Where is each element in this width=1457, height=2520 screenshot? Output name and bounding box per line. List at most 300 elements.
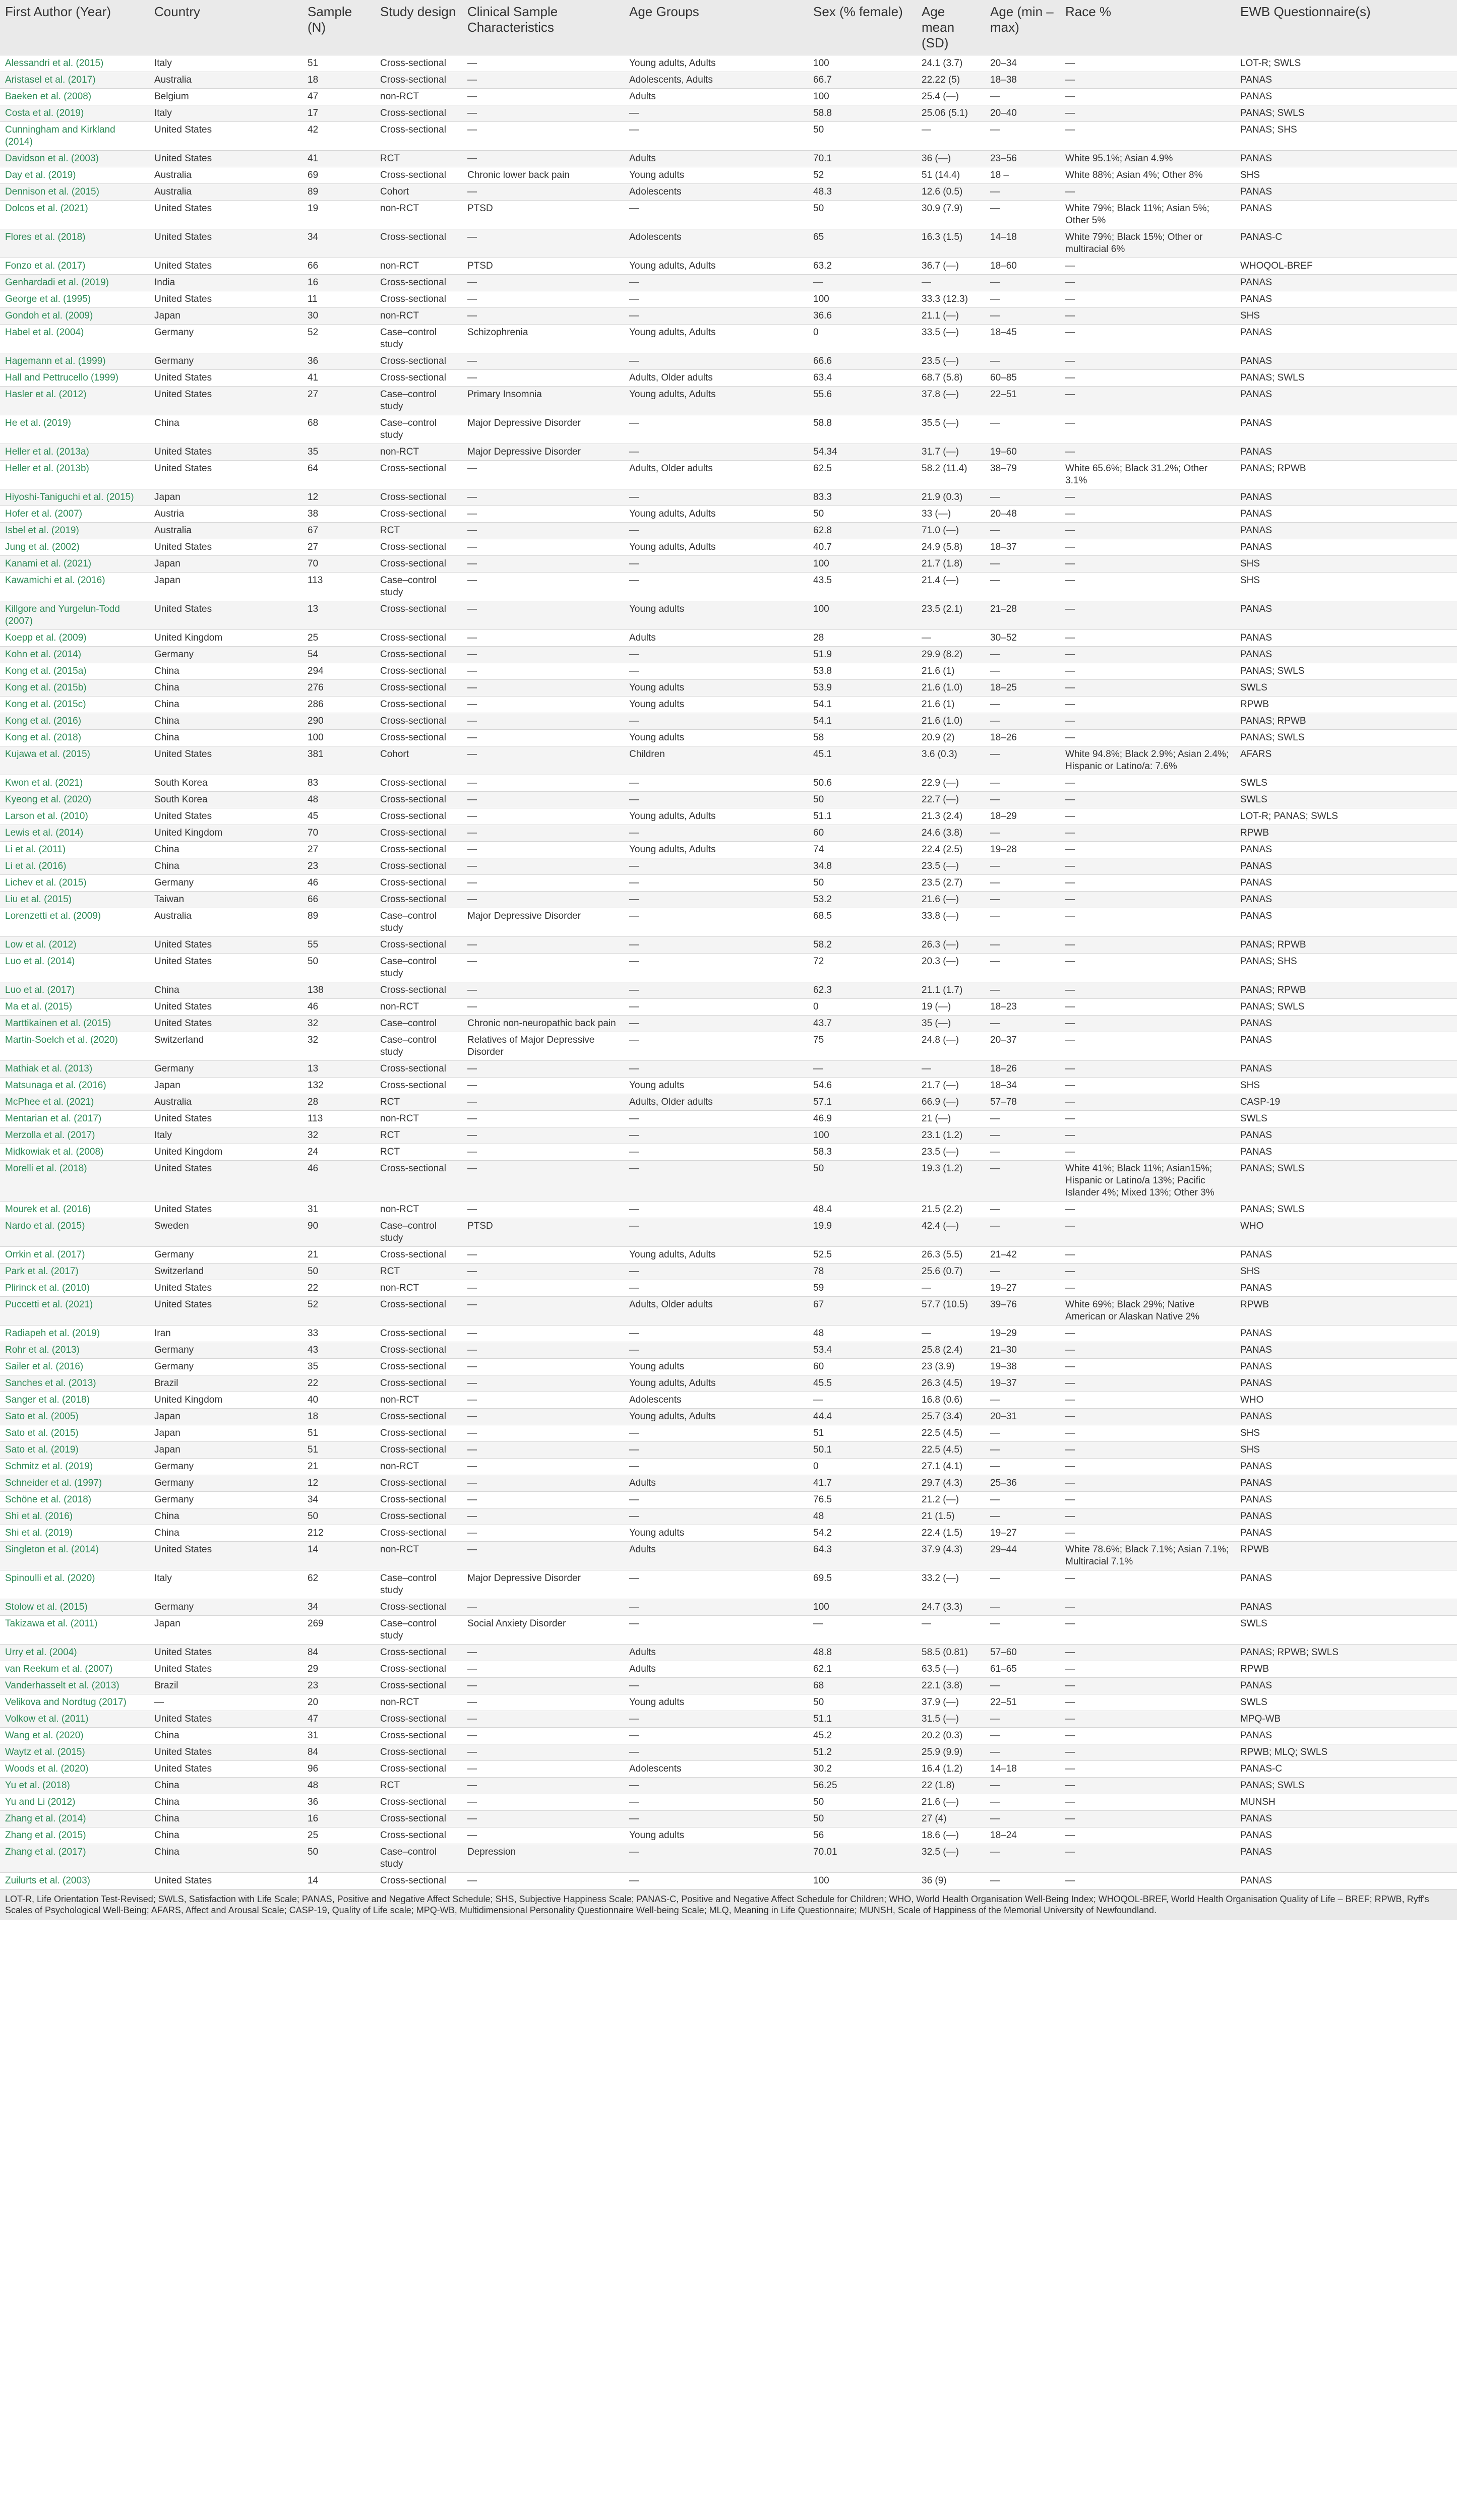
cell-sample: 35: [308, 1361, 319, 1372]
table-row: [0, 825, 1457, 842]
cell-first-author[interactable]: Costa et al. (2019): [5, 108, 84, 118]
cell-first-author[interactable]: Merzolla et al. (2017): [5, 1130, 95, 1141]
cell-race: —: [1065, 447, 1075, 457]
cell-country: United States: [154, 261, 212, 271]
cell-age-range: 20–48: [990, 509, 1017, 519]
cell-first-author[interactable]: Plirinck et al. (2010): [5, 1283, 90, 1293]
cell-first-author[interactable]: Marttikainen et al. (2015): [5, 1018, 111, 1029]
cell-age-mean: 58.2 (11.4): [922, 463, 967, 474]
cell-study-design: Cross-sectional: [380, 1528, 446, 1538]
cell-ewb-questionnaires: PANAS: [1240, 1511, 1272, 1522]
cell-sample: 89: [308, 186, 319, 197]
cell-ewb-questionnaires: SWLS: [1240, 1113, 1267, 1124]
cell-clinical-characteristics: Schizophrenia: [467, 327, 528, 338]
table-row: [0, 697, 1457, 713]
cell-first-author[interactable]: Davidson et al. (2003): [5, 153, 99, 164]
cell-first-author[interactable]: Volkow et al. (2011): [5, 1714, 89, 1724]
cell-first-author[interactable]: Isbel et al. (2019): [5, 525, 79, 536]
cell-first-author[interactable]: Dolcos et al. (2021): [5, 203, 88, 214]
cell-study-design: Cross-sectional: [380, 1494, 446, 1505]
cell-first-author[interactable]: Dennison et al. (2015): [5, 186, 99, 197]
cell-age-groups: —: [629, 1221, 639, 1231]
cell-first-author[interactable]: Nardo et al. (2015): [5, 1221, 85, 1231]
cell-race: —: [1065, 844, 1075, 855]
cell-ewb-questionnaires: LOT-R; PANAS; SWLS: [1240, 811, 1338, 822]
cell-sample: 31: [308, 1730, 319, 1741]
cell-age-groups: —: [629, 356, 639, 366]
cell-age-groups: Adults: [629, 1478, 656, 1488]
cell-clinical-characteristics: —: [467, 828, 477, 838]
cell-age-mean: 29.7 (4.3): [922, 1478, 963, 1488]
cell-country: Australia: [154, 75, 192, 85]
cell-age-mean: 21.1 (—): [922, 310, 959, 321]
cell-age-range: 18–24: [990, 1830, 1017, 1841]
cell-first-author[interactable]: Luo et al. (2014): [5, 956, 75, 967]
cell-first-author[interactable]: Hagemann et al. (1999): [5, 356, 106, 366]
cell-first-author[interactable]: Zuilurts et al. (2003): [5, 1875, 90, 1886]
cell-first-author[interactable]: Baeken et al. (2008): [5, 91, 92, 102]
cell-age-range: —: [990, 1714, 1000, 1724]
cell-age-groups: Young adults, Adults: [629, 509, 716, 519]
table-row: [0, 1811, 1457, 1828]
cell-first-author[interactable]: Mathiak et al. (2013): [5, 1063, 93, 1074]
cell-clinical-characteristics: —: [467, 716, 477, 726]
cell-clinical-characteristics: —: [467, 794, 477, 805]
cell-first-author[interactable]: Kong et al. (2016): [5, 716, 82, 726]
cell-first-author[interactable]: Gondoh et al. (2009): [5, 310, 93, 321]
cell-sex: 59: [813, 1283, 824, 1293]
cell-race: —: [1065, 1528, 1075, 1538]
cell-ewb-questionnaires: PANAS: [1240, 1730, 1272, 1741]
cell-age-mean: 42.4 (—): [922, 1221, 959, 1231]
cell-clinical-characteristics: —: [467, 277, 477, 288]
cell-age-range: —: [990, 794, 1000, 805]
cell-first-author[interactable]: Hiyoshi-Taniguchi et al. (2015): [5, 492, 134, 502]
table-row: [0, 1525, 1457, 1542]
cell-sample: 89: [308, 911, 319, 921]
cell-age-mean: 24.9 (5.8): [922, 542, 963, 552]
cell-clinical-characteristics: —: [467, 1266, 477, 1277]
cell-age-groups: —: [629, 716, 639, 726]
cell-first-author[interactable]: Waytz et al. (2015): [5, 1747, 85, 1757]
cell-first-author[interactable]: Jung et al. (2002): [5, 542, 80, 552]
cell-sample: 68: [308, 418, 319, 428]
cell-race: White 95.1%; Asian 4.9%: [1065, 153, 1173, 164]
cell-first-author[interactable]: Ma et al. (2015): [5, 1001, 73, 1012]
cell-ewb-questionnaires: PANAS; RPWB: [1240, 939, 1306, 950]
cell-age-mean: —: [922, 633, 931, 643]
cell-first-author[interactable]: Mourek et al. (2016): [5, 1204, 91, 1215]
cell-first-author[interactable]: McPhee et al. (2021): [5, 1097, 94, 1107]
cell-age-mean: 27 (4): [922, 1813, 947, 1824]
cell-country: Brazil: [154, 1378, 178, 1389]
cell-clinical-characteristics: —: [467, 1664, 477, 1674]
cell-first-author[interactable]: Shi et al. (2016): [5, 1511, 73, 1522]
cell-country: China: [154, 1813, 179, 1824]
cell-sample: 50: [308, 956, 319, 967]
cell-clinical-characteristics: —: [467, 778, 477, 788]
cell-ewb-questionnaires: SWLS: [1240, 778, 1267, 788]
cell-clinical-characteristics: —: [467, 542, 477, 552]
table-row: [0, 1409, 1457, 1425]
cell-age-mean: 71.0 (—): [922, 525, 959, 536]
cell-age-range: —: [990, 1204, 1000, 1215]
cell-clinical-characteristics: —: [467, 1147, 477, 1157]
cell-sample: 12: [308, 1478, 319, 1488]
cell-first-author[interactable]: Aristasel et al. (2017): [5, 75, 96, 85]
cell-age-groups: Young adults: [629, 1528, 685, 1538]
cell-ewb-questionnaires: PANAS: [1240, 1680, 1272, 1691]
cell-first-author[interactable]: Puccetti et al. (2021): [5, 1299, 93, 1310]
cell-study-design: Cross-sectional: [380, 1602, 446, 1612]
cell-sample: 11: [308, 294, 318, 304]
cell-race: —: [1065, 1266, 1075, 1277]
cell-age-range: 30–52: [990, 633, 1017, 643]
cell-study-design: Case–control study: [380, 1221, 437, 1243]
cell-clinical-characteristics: —: [467, 1602, 477, 1612]
table-row: [0, 275, 1457, 291]
cell-first-author[interactable]: Stolow et al. (2015): [5, 1602, 88, 1612]
cell-study-design: Cross-sectional: [380, 1328, 446, 1339]
cell-ewb-questionnaires: PANAS: [1240, 1411, 1272, 1422]
cell-clinical-characteristics: —: [467, 633, 477, 643]
cell-race: —: [1065, 261, 1075, 271]
cell-age-range: —: [990, 1602, 1000, 1612]
cell-sex: 0: [813, 1001, 819, 1012]
cell-ewb-questionnaires: PANAS: [1240, 186, 1272, 197]
cell-ewb-questionnaires: RPWB: [1240, 1299, 1269, 1310]
cell-sex: 46.9: [813, 1113, 832, 1124]
cell-first-author[interactable]: Schneider et al. (1997): [5, 1478, 102, 1488]
cell-race: —: [1065, 310, 1075, 321]
cell-first-author[interactable]: Matsunaga et al. (2016): [5, 1080, 106, 1091]
cell-first-author[interactable]: Luo et al. (2017): [5, 985, 75, 995]
cell-age-groups: —: [629, 828, 639, 838]
cell-sex: 48: [813, 1511, 824, 1522]
cell-sex: 51: [813, 1428, 824, 1438]
cell-age-groups: —: [629, 1747, 639, 1757]
cell-ewb-questionnaires: PANAS; SHS: [1240, 956, 1297, 967]
cell-age-groups: Adults: [629, 1647, 656, 1658]
cell-age-range: —: [990, 1494, 1000, 1505]
cell-sample: 50: [308, 1511, 319, 1522]
cell-sample: 33: [308, 1328, 319, 1339]
cell-sample: 21: [308, 1249, 319, 1260]
cell-age-mean: 22.5 (4.5): [922, 1428, 963, 1438]
cell-first-author[interactable]: Rohr et al. (2013): [5, 1345, 80, 1355]
table-row: [0, 1161, 1457, 1202]
cell-first-author[interactable]: George et al. (1995): [5, 294, 91, 304]
cell-age-mean: 12.6 (0.5): [922, 186, 963, 197]
cell-sample: 66: [308, 894, 319, 905]
cell-first-author[interactable]: Hall and Pettrucello (1999): [5, 372, 118, 383]
cell-age-mean: 37.8 (—): [922, 389, 959, 400]
cell-first-author[interactable]: Genhardadi et al. (2019): [5, 277, 109, 288]
cell-age-range: —: [990, 1444, 1000, 1455]
cell-ewb-questionnaires: PANAS; SWLS: [1240, 1163, 1305, 1174]
cell-age-groups: —: [629, 277, 639, 288]
cell-first-author[interactable]: van Reekum et al. (2007): [5, 1664, 113, 1674]
cell-first-author[interactable]: Wang et al. (2020): [5, 1730, 84, 1741]
cell-first-author[interactable]: Hasler et al. (2012): [5, 389, 87, 400]
cell-country: United States: [154, 1163, 212, 1174]
cell-age-groups: Young adults: [629, 170, 685, 180]
cell-sample: 290: [308, 716, 324, 726]
cell-age-groups: —: [629, 203, 639, 214]
cell-first-author[interactable]: Park et al. (2017): [5, 1266, 79, 1277]
cell-first-author[interactable]: Fonzo et al. (2017): [5, 261, 86, 271]
table-row: [0, 1844, 1457, 1873]
cell-first-author[interactable]: Heller et al. (2013a): [5, 447, 89, 457]
cell-first-author[interactable]: Velikova and Nordtug (2017): [5, 1697, 127, 1708]
cell-age-range: —: [990, 939, 1000, 950]
cell-first-author[interactable]: Habel et al. (2004): [5, 327, 84, 338]
cell-first-author[interactable]: Orrkin et al. (2017): [5, 1249, 85, 1260]
cell-age-groups: —: [629, 1163, 639, 1174]
cell-study-design: Case–control study: [380, 389, 437, 412]
cell-first-author[interactable]: Lewis et al. (2014): [5, 828, 84, 838]
cell-first-author[interactable]: Woods et al. (2020): [5, 1763, 89, 1774]
cell-country: United States: [154, 1001, 212, 1012]
cell-clinical-characteristics: —: [467, 1478, 477, 1488]
cell-country: China: [154, 699, 179, 710]
table-row: [0, 539, 1457, 556]
cell-first-author[interactable]: Sanches et al. (2013): [5, 1378, 96, 1389]
cell-first-author[interactable]: Shi et al. (2019): [5, 1528, 73, 1538]
cell-first-author[interactable]: Takizawa et al. (2011): [5, 1618, 98, 1629]
cell-race: —: [1065, 75, 1075, 85]
cell-age-mean: 66.9 (—): [922, 1097, 959, 1107]
cell-first-author[interactable]: Lichev et al. (2015): [5, 877, 87, 888]
cell-clinical-characteristics: —: [467, 575, 477, 586]
cell-race: —: [1065, 327, 1075, 338]
cell-age-mean: 24.7 (3.3): [922, 1602, 963, 1612]
cell-first-author[interactable]: Singleton et al. (2014): [5, 1544, 99, 1555]
cell-ewb-questionnaires: RPWB: [1240, 1544, 1269, 1555]
cell-age-groups: Young adults, Adults: [629, 389, 716, 400]
cell-country: United States: [154, 1875, 212, 1886]
cell-first-author[interactable]: Mentarian et al. (2017): [5, 1113, 102, 1124]
cell-country: Japan: [154, 492, 180, 502]
cell-first-author[interactable]: Liu et al. (2015): [5, 894, 72, 905]
cell-country: Austria: [154, 509, 185, 519]
cell-ewb-questionnaires: PANAS: [1240, 1147, 1272, 1157]
cell-sample: 14: [308, 1875, 319, 1886]
cell-first-author[interactable]: Sanger et al. (2018): [5, 1395, 90, 1405]
cell-clinical-characteristics: —: [467, 1763, 477, 1774]
cell-country: United States: [154, 939, 212, 950]
cell-age-groups: Young adults: [629, 699, 685, 710]
cell-sample: 43: [308, 1345, 319, 1355]
cell-age-range: —: [990, 124, 1000, 135]
cell-race: —: [1065, 1063, 1075, 1074]
cell-sex: —: [813, 1063, 823, 1074]
cell-sex: 43.7: [813, 1018, 832, 1029]
table-row: [0, 325, 1457, 353]
cell-first-author[interactable]: Midkowiak et al. (2008): [5, 1147, 104, 1157]
cell-clinical-characteristics: —: [467, 91, 477, 102]
cell-first-author[interactable]: He et al. (2019): [5, 418, 71, 428]
cell-age-range: 18–25: [990, 682, 1017, 693]
cell-study-design: Cross-sectional: [380, 633, 446, 643]
cell-age-range: 60–85: [990, 372, 1017, 383]
cell-race: —: [1065, 1763, 1075, 1774]
cell-clinical-characteristics: —: [467, 956, 477, 967]
cell-age-range: —: [990, 492, 1000, 502]
cell-country: Switzerland: [154, 1035, 204, 1045]
cell-clinical-characteristics: —: [467, 1328, 477, 1339]
cell-first-author[interactable]: Spinoulli et al. (2020): [5, 1573, 95, 1584]
cell-first-author[interactable]: Kong et al. (2015a): [5, 666, 87, 676]
cell-age-range: 18–26: [990, 1063, 1017, 1074]
cell-first-author[interactable]: Sato et al. (2015): [5, 1428, 79, 1438]
cell-first-author[interactable]: Kujawa et al. (2015): [5, 749, 90, 760]
cell-first-author[interactable]: Sailer et al. (2016): [5, 1361, 84, 1372]
cell-first-author[interactable]: Hofer et al. (2007): [5, 509, 83, 519]
cell-first-author[interactable]: Heller et al. (2013b): [5, 463, 89, 474]
cell-first-author[interactable]: Killgore and Yurgelun-Todd (2007): [5, 604, 120, 626]
table-row: [0, 1694, 1457, 1711]
cell-country: United States: [154, 542, 212, 552]
cell-age-range: 19–60: [990, 447, 1017, 457]
cell-first-author[interactable]: Koepp et al. (2009): [5, 633, 87, 643]
cell-ewb-questionnaires: PANAS; SWLS: [1240, 666, 1305, 676]
cell-study-design: Cross-sectional: [380, 1747, 446, 1757]
cell-study-design: non-RCT: [380, 1697, 419, 1708]
cell-first-author[interactable]: Zhang et al. (2015): [5, 1830, 86, 1841]
cell-first-author[interactable]: Low et al. (2012): [5, 939, 77, 950]
cell-sample: 40: [308, 1395, 319, 1405]
cell-race: —: [1065, 1428, 1075, 1438]
cell-first-author[interactable]: Kwon et al. (2021): [5, 778, 83, 788]
cell-race: —: [1065, 985, 1075, 995]
cell-age-range: —: [990, 310, 1000, 321]
cell-first-author[interactable]: Radiapeh et al. (2019): [5, 1328, 100, 1339]
cell-age-range: —: [990, 666, 1000, 676]
cell-study-design: Cross-sectional: [380, 1249, 446, 1260]
cell-age-groups: —: [629, 124, 639, 135]
cell-age-mean: 57.7 (10.5): [922, 1299, 968, 1310]
table-row: [0, 1744, 1457, 1761]
cell-sample: 51: [308, 58, 319, 69]
cell-sample: 48: [308, 1780, 319, 1791]
cell-first-author[interactable]: Kyeong et al. (2020): [5, 794, 92, 805]
cell-sample: 294: [308, 666, 324, 676]
cell-age-groups: Adults: [629, 1664, 656, 1674]
cell-country: United Kingdom: [154, 633, 223, 643]
cell-study-design: RCT: [380, 153, 400, 164]
cell-ewb-questionnaires: PANAS: [1240, 356, 1272, 366]
cell-country: Sweden: [154, 1221, 189, 1231]
cell-sample: 30: [308, 310, 319, 321]
cell-first-author[interactable]: Flores et al. (2018): [5, 232, 86, 242]
table-row: [0, 1475, 1457, 1492]
cell-age-groups: Young adults, Adults: [629, 542, 716, 552]
cell-sample: 132: [308, 1080, 324, 1091]
cell-first-author[interactable]: Morelli et al. (2018): [5, 1163, 87, 1174]
cell-country: Germany: [154, 649, 194, 660]
cell-first-author[interactable]: Yu and Li (2012): [5, 1797, 76, 1807]
cell-first-author[interactable]: Zhang et al. (2017): [5, 1847, 86, 1857]
cell-first-author[interactable]: Kanami et al. (2021): [5, 558, 92, 569]
cell-age-range: 20–34: [990, 58, 1017, 69]
cell-sex: 62.8: [813, 525, 832, 536]
cell-ewb-questionnaires: PANAS: [1240, 75, 1272, 85]
cell-age-groups: —: [629, 492, 639, 502]
cell-first-author[interactable]: Kawamichi et al. (2016): [5, 575, 105, 586]
cell-sample: 51: [308, 1428, 319, 1438]
cell-race: —: [1065, 1875, 1075, 1886]
cell-first-author[interactable]: Sato et al. (2019): [5, 1444, 79, 1455]
cell-first-author[interactable]: Yu et al. (2018): [5, 1780, 70, 1791]
cell-first-author[interactable]: Martin-Soelch et al. (2020): [5, 1035, 118, 1045]
cell-race: —: [1065, 877, 1075, 888]
cell-race: —: [1065, 1080, 1075, 1091]
table-row: [0, 573, 1457, 601]
cell-age-mean: 21.9 (0.3): [922, 492, 963, 502]
cell-clinical-characteristics: —: [467, 1830, 477, 1841]
cell-first-author[interactable]: Sato et al. (2005): [5, 1411, 79, 1422]
cell-age-groups: Young adults: [629, 1080, 685, 1091]
cell-sample: 46: [308, 877, 319, 888]
cell-age-mean: 21.5 (2.2): [922, 1204, 963, 1215]
cell-sex: 50: [813, 203, 824, 214]
header-age-range: Age (min – max): [985, 0, 1060, 55]
cell-age-range: —: [990, 356, 1000, 366]
cell-study-design: non-RCT: [380, 1461, 419, 1472]
cell-first-author[interactable]: Alessandri et al. (2015): [5, 58, 104, 69]
cell-country: United States: [154, 749, 212, 760]
cell-age-mean: 24.1 (3.7): [922, 58, 963, 69]
cell-race: White 41%; Black 11%; Asian15%; Hispanic or Latino/a 13%; Pacific Islander 4%; Mixed 13%; Other 3%: [1065, 1163, 1215, 1198]
cell-sex: 66.7: [813, 75, 832, 85]
table-row: [0, 1280, 1457, 1297]
cell-first-author[interactable]: Kong et al. (2015c): [5, 699, 86, 710]
cell-study-design: Cross-sectional: [380, 1830, 446, 1841]
cell-first-author[interactable]: Urry et al. (2004): [5, 1647, 77, 1658]
cell-race: —: [1065, 1147, 1075, 1157]
cell-first-author[interactable]: Li et al. (2011): [5, 844, 66, 855]
cell-first-author[interactable]: Li et al. (2016): [5, 861, 67, 871]
cell-first-author[interactable]: Kong et al. (2018): [5, 732, 82, 743]
cell-first-author[interactable]: Kohn et al. (2014): [5, 649, 82, 660]
cell-first-author[interactable]: Schöne et al. (2018): [5, 1494, 92, 1505]
cell-first-author[interactable]: Schmitz et al. (2019): [5, 1461, 93, 1472]
cell-age-mean: 22.5 (4.5): [922, 1444, 963, 1455]
cell-first-author[interactable]: Zhang et al. (2014): [5, 1813, 86, 1824]
cell-first-author[interactable]: Lorenzetti et al. (2009): [5, 911, 101, 921]
table-row: [0, 647, 1457, 663]
cell-age-groups: —: [629, 418, 639, 428]
cell-sex: 0: [813, 327, 819, 338]
cell-sex: 100: [813, 58, 829, 69]
cell-first-author[interactable]: Kong et al. (2015b): [5, 682, 87, 693]
cell-race: —: [1065, 1780, 1075, 1791]
cell-age-mean: 21.6 (—): [922, 1797, 959, 1807]
cell-sample: 27: [308, 389, 319, 400]
cell-first-author[interactable]: Day et al. (2019): [5, 170, 76, 180]
cell-country: United States: [154, 956, 212, 967]
cell-first-author[interactable]: Vanderhasselt et al. (2013): [5, 1680, 119, 1691]
cell-sample: 20: [308, 1697, 319, 1708]
cell-first-author[interactable]: Cunningham and Kirkland (2014): [5, 124, 115, 147]
cell-study-design: Cross-sectional: [380, 985, 446, 995]
cell-sample: 19: [308, 203, 319, 214]
cell-clinical-characteristics: —: [467, 749, 477, 760]
cell-sample: 25: [308, 1830, 319, 1841]
cell-clinical-characteristics: —: [467, 1001, 477, 1012]
cell-first-author[interactable]: Larson et al. (2010): [5, 811, 88, 822]
